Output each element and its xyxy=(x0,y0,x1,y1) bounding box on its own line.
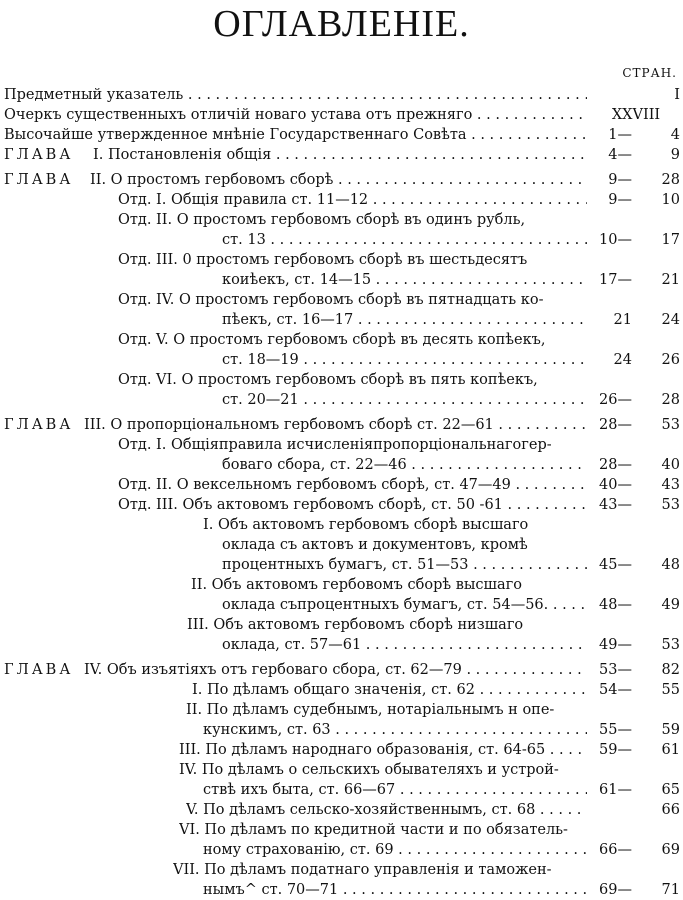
toc-entry xyxy=(0,475,683,495)
entry-title: Отд. I. Общія правила ст. 11—12 . . . xyxy=(118,190,587,210)
page-end: 49 xyxy=(661,597,680,613)
toc-entry xyxy=(0,635,683,655)
page-end: 43 xyxy=(661,477,680,493)
page-start: 40— xyxy=(599,477,632,493)
chapter-label: ГЛАВА xyxy=(4,172,74,188)
page-start: 69— xyxy=(599,882,632,898)
toc-entry xyxy=(0,230,683,250)
entry-title: Отд. II. О вексельномъ гербовомъ сборѣ, ст. 47—49 . . . xyxy=(118,475,587,495)
toc-entry xyxy=(0,860,683,880)
page-end: 28 xyxy=(661,172,680,188)
entry-title: ст. 20—21 . . . xyxy=(222,390,587,410)
page-start: 54— xyxy=(599,682,632,698)
entry-title: VII. По дѣламъ податнаго управленія и таможен- xyxy=(173,862,552,878)
entry-title: Отд. III. Объ актовомъ гербовомъ сборѣ, ст. 50 -61 . . . xyxy=(118,495,587,515)
page-start: 26— xyxy=(599,392,632,408)
entry-title: I. Объ актовомъ гербовомъ сборѣ высшаго xyxy=(203,517,529,533)
page-end: XXVIII xyxy=(611,107,661,123)
page-start: 4— xyxy=(608,147,632,163)
entry-title: боваго сбора, ст. 22—46 . . . xyxy=(222,455,587,475)
page-start: 45— xyxy=(599,557,632,573)
toc-entry xyxy=(0,330,683,350)
page-start: 66— xyxy=(599,842,632,858)
entry-title: ст. 18—19 . . . xyxy=(222,350,587,370)
page-end: 69 xyxy=(661,842,680,858)
entry-title: Очеркъ существенныхъ отличій новаго устава отъ прежняго . . . xyxy=(4,105,587,125)
toc-entry xyxy=(0,700,683,720)
toc-entry xyxy=(0,170,683,190)
entry-title: VI. По дѣламъ по кредитной части и по обязатель- xyxy=(179,822,568,838)
page-end: 48 xyxy=(661,557,680,573)
entry-title: Отд. III. 0 простомъ гербовомъ сборѣ въ шестьдесятъ xyxy=(118,252,528,268)
entry-title: III. О пропорціональномъ гербовомъ сборѣ ст. 22—61 . . . xyxy=(84,415,587,435)
entry-title: I. По дѣламъ общаго значенія, ст. 62 . . . xyxy=(192,680,587,700)
entry-title: процентныхъ бумагъ, ст. 51—53 . . . xyxy=(222,555,587,575)
toc-entry xyxy=(0,535,683,555)
page-start: 28— xyxy=(599,457,632,473)
toc-entry xyxy=(0,615,683,635)
entry-title: II. О простомъ гербовомъ сборѣ . . . xyxy=(90,170,587,190)
entry-title: Отд. I. Общіяправила исчисленіяпропорціональнагогер- xyxy=(118,437,552,453)
toc-entry xyxy=(0,680,683,700)
page-start: 59— xyxy=(599,742,632,758)
toc-entry xyxy=(0,495,683,515)
entry-title: Отд. V. О простомъ гербовомъ сборѣ въ десять копѣекъ, xyxy=(118,332,546,348)
page-end: 53 xyxy=(661,497,680,513)
entry-title: IV. По дѣламъ о сельскихъ обывателяхъ и устрой- xyxy=(179,762,559,778)
page-end: 26 xyxy=(661,352,680,368)
toc-entry xyxy=(0,660,683,680)
entry-title: Отд. VI. О простомъ гербовомъ сборѣ въ пять копѣекъ, xyxy=(118,372,538,388)
page-start: 49— xyxy=(599,637,632,653)
page-end: 9 xyxy=(670,147,680,163)
entry-title: III. Объ актовомъ гербовомъ сборѣ низшаго xyxy=(187,617,524,633)
toc-entry xyxy=(0,435,683,455)
toc-entry xyxy=(0,370,683,390)
toc-entry xyxy=(0,515,683,535)
toc-entry xyxy=(0,290,683,310)
page-end: 66 xyxy=(661,802,680,818)
page-end: 55 xyxy=(661,682,680,698)
entry-title: III. По дѣламъ народнаго образованія, ст. 64-65 . . . xyxy=(179,740,587,760)
page-title: ОГЛАВЛЕНІЕ. xyxy=(213,3,470,45)
page-start: 55— xyxy=(599,722,632,738)
entry-title: оклада съпроцентныхъ бумагъ, ст. 54—56. . . . xyxy=(222,595,587,615)
toc-entry xyxy=(0,780,683,800)
toc-entry xyxy=(0,840,683,860)
entry-title: I. Постановленія общія . . . xyxy=(93,145,587,165)
page-start: 1— xyxy=(608,127,632,143)
page-end: 53 xyxy=(661,637,680,653)
entry-title: кунскимъ, ст. 63 . . . xyxy=(203,720,587,740)
page-end: 61 xyxy=(661,742,680,758)
toc-entry xyxy=(0,575,683,595)
entry-title: Отд. IV. О простомъ гербовомъ сборѣ въ пятнадцать ко- xyxy=(118,292,544,308)
page-start: 9— xyxy=(608,172,632,188)
entry-title: II. По дѣламъ судебнымъ, нотаріальнымъ н опе- xyxy=(186,702,555,718)
page-start: 21 xyxy=(613,312,632,328)
toc-entry xyxy=(0,740,683,760)
entry-title: ствѣ ихъ быта, ст. 66—67 . . . xyxy=(203,780,587,800)
toc-entry xyxy=(0,310,683,330)
toc-entry xyxy=(0,270,683,290)
entry-title: V. По дѣламъ сельско-хозяйственнымъ, ст. 68 . . . xyxy=(186,800,587,820)
toc-entry xyxy=(0,800,683,820)
entry-title: ному страхованію, ст. 69 . . . xyxy=(203,840,587,860)
toc-entry xyxy=(0,455,683,475)
toc-entry xyxy=(0,105,683,125)
toc-entry xyxy=(0,760,683,780)
toc-entry xyxy=(0,595,683,615)
page-end: 4 xyxy=(670,127,680,143)
entry-title: оклада, ст. 57—61 . . . xyxy=(222,635,587,655)
page-start: 43— xyxy=(599,497,632,513)
toc-entry xyxy=(0,85,683,105)
page-end: 17 xyxy=(661,232,680,248)
entry-title: Предметный указатель . . . xyxy=(4,85,587,105)
page-start: 24 xyxy=(613,352,632,368)
toc-entry xyxy=(0,210,683,230)
page-end: 53 xyxy=(661,417,680,433)
entry-title: оклада съ актовъ и документовъ, кромѣ xyxy=(222,537,528,553)
page-start: 61— xyxy=(599,782,632,798)
page-start: 10— xyxy=(599,232,632,248)
page-end: 40 xyxy=(661,457,680,473)
table-of-contents xyxy=(0,85,683,900)
page-end: 71 xyxy=(661,882,680,898)
entry-title: IV. Объ изъятіяхъ отъ гербоваго сбора, ст. 62—79 . . . xyxy=(84,660,587,680)
entry-title: нымъ^ ст. 70—71 . . . xyxy=(203,880,587,900)
chapter-label: ГЛАВА xyxy=(4,662,74,678)
page-end: 59 xyxy=(661,722,680,738)
chapter-label: ГЛАВА xyxy=(4,147,74,163)
entry-title: пѣекъ, ст. 16—17 . . . xyxy=(222,310,587,330)
pages-column-header: СТРАН. xyxy=(622,66,677,80)
entry-title: Отд. II. О простомъ гербовомъ сборѣ въ одинъ рубль, xyxy=(118,212,526,228)
page-end: 10 xyxy=(661,192,680,208)
entry-title: II. Объ актовомъ гербовомъ сборѣ высшаго xyxy=(191,577,523,593)
toc-entry xyxy=(0,415,683,435)
page-start: 9— xyxy=(608,192,632,208)
toc-entry xyxy=(0,190,683,210)
page-end: I xyxy=(674,87,680,103)
page-end: 65 xyxy=(661,782,680,798)
toc-entry xyxy=(0,350,683,370)
entry-title: ст. 13 . . . xyxy=(222,230,587,250)
toc-entry xyxy=(0,555,683,575)
toc-entry xyxy=(0,250,683,270)
page-start: 17— xyxy=(599,272,632,288)
toc-entry xyxy=(0,145,683,165)
chapter-label: ГЛАВА xyxy=(4,417,74,433)
entry-title: Высочайше утвержденное мнѣніе Государственнаго Совѣта . . . xyxy=(4,125,587,145)
toc-entry xyxy=(0,125,683,145)
toc-entry xyxy=(0,880,683,900)
page-end: 28 xyxy=(661,392,680,408)
page-end: 82 xyxy=(661,662,680,678)
page-end: 24 xyxy=(661,312,680,328)
entry-title: коиѣекъ, ст. 14—15 . . . xyxy=(222,270,587,290)
page-start: 53— xyxy=(599,662,632,678)
page-start: 48— xyxy=(599,597,632,613)
page-end: 21 xyxy=(661,272,680,288)
page-start: 28— xyxy=(599,417,632,433)
toc-entry xyxy=(0,820,683,840)
toc-entry xyxy=(0,390,683,410)
toc-entry xyxy=(0,720,683,740)
